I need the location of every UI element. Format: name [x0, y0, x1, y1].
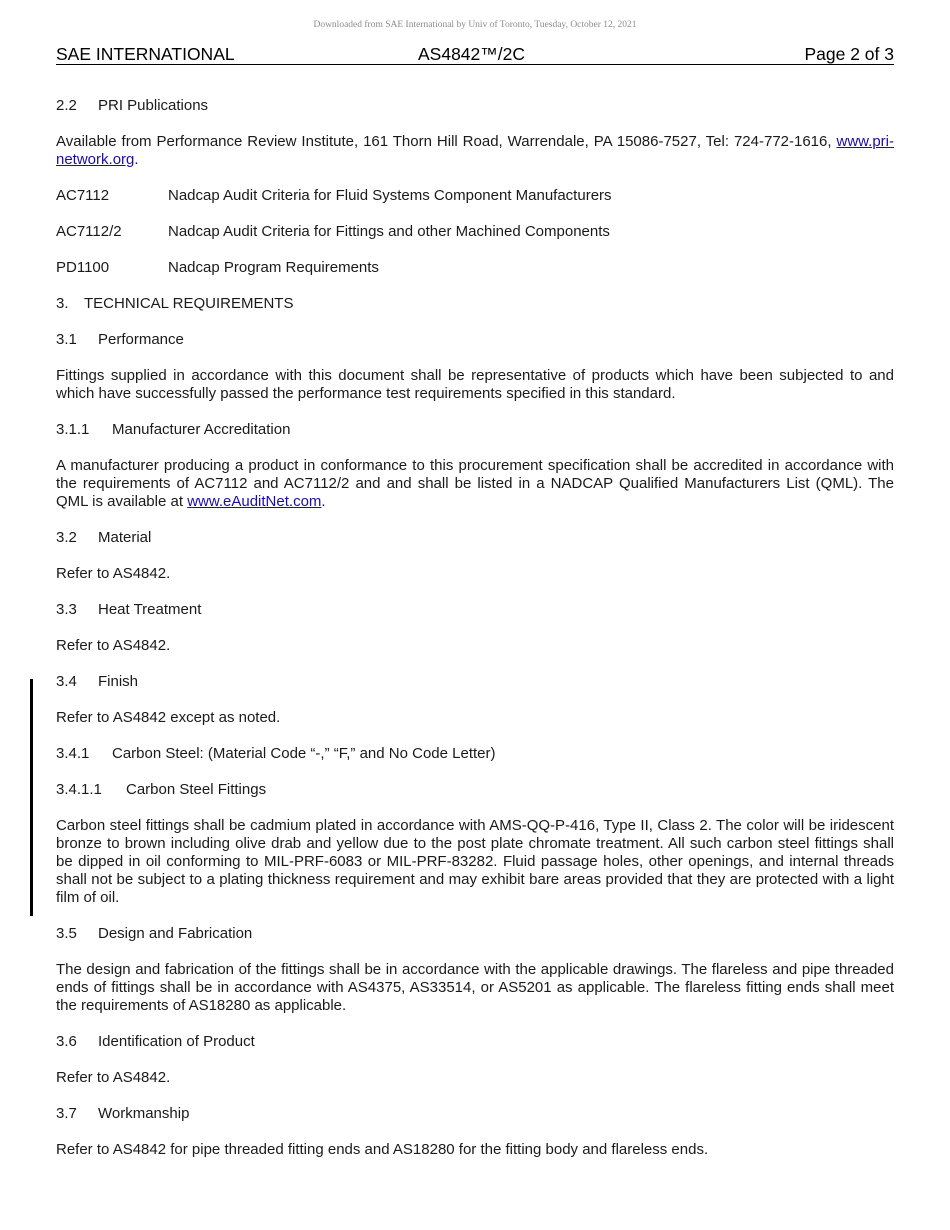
- section-title: Identification of Product: [98, 1033, 255, 1050]
- reference-title: Nadcap Program Requirements: [168, 259, 379, 276]
- reference-code: AC7112/2: [56, 223, 122, 240]
- section-3-2-body: Refer to AS4842.: [56, 565, 171, 582]
- section-title: Workmanship: [98, 1105, 190, 1122]
- section-title: TECHNICAL REQUIREMENTS: [84, 295, 294, 312]
- section-number: 3.: [56, 295, 69, 312]
- eauditnet-link[interactable]: www.eAuditNet.com: [187, 493, 322, 510]
- section-number: 3.7: [56, 1105, 77, 1122]
- section-number: 2.2: [56, 97, 77, 114]
- section-number: 3.3: [56, 601, 77, 618]
- section-number: 3.1.1: [56, 421, 90, 438]
- section-number: 3.5: [56, 925, 77, 942]
- header-page-number: Page 2 of 3: [804, 44, 894, 64]
- page-header: [56, 44, 894, 65]
- section-number: 3.1: [56, 331, 77, 348]
- section-3-4-heading: [56, 673, 894, 691]
- section-3-heading: [56, 295, 894, 313]
- section-3-4-1-1-heading: [56, 781, 894, 799]
- document-body: [56, 97, 894, 1177]
- section-number: 3.4.1.1: [56, 781, 102, 798]
- section-3-1-body: Fittings supplied in accordance with this document shall be representative of products which have been subjected to and which have successfully passed the performance test requirements specified in this standard.: [56, 367, 894, 402]
- section-3-4-1-1-body: Carbon steel fittings shall be cadmium plated in accordance with AMS-QQ-P-416, Type II, Class 2. The color will be iridescent bronze to brown including olive drab and yellow due to the post plate chromate treatment. All such carbon steel fittings shall be dipped in oil conforming to MIL-PRF-6083 or MIL-PRF-83282. Fluid passage holes, other openings, and internal threads shall not be subject to a plating thickness requirement and may exhibit bare areas provided that they are protected with a light film of oil.: [56, 817, 894, 906]
- section-3-7-body: Refer to AS4842 for pipe threaded fitting ends and AS18280 for the fitting body and flareless ends.: [56, 1141, 709, 1158]
- section-3-3-heading: [56, 601, 894, 619]
- section-3-1-heading: [56, 331, 894, 349]
- section-number: 3.4.1: [56, 745, 90, 762]
- section-3-2-heading: [56, 529, 894, 547]
- reference-item: [56, 223, 894, 241]
- pri-text: Available from Performance Review Institute, 161 Thorn Hill Road, Warrendale, PA 15086-7527, Tel: 724-772-1616,: [56, 133, 832, 150]
- pri-availability-paragraph: Available from Performance Review Institute, 161 Thorn Hill Road, Warrendale, PA 15086-7527, Tel: 724-772-1616, www.pri-network.org.: [56, 133, 894, 168]
- reference-code: PD1100: [56, 259, 110, 276]
- section-title: Material: [98, 529, 152, 546]
- section-title: Design and Fabrication: [98, 925, 253, 942]
- section-3-7-heading: [56, 1105, 894, 1123]
- section-title: Heat Treatment: [98, 601, 202, 618]
- section-3-3-body: Refer to AS4842.: [56, 637, 171, 654]
- section-3-4-1-heading: [56, 745, 894, 763]
- reference-item: [56, 187, 894, 205]
- reference-code: AC7112: [56, 187, 110, 204]
- reference-item: [56, 259, 894, 277]
- reference-title: Nadcap Audit Criteria for Fluid Systems Component Manufacturers: [168, 187, 612, 204]
- pri-network-link[interactable]: www.pri-network.org: [56, 133, 894, 168]
- section-title: PRI Publications: [98, 97, 209, 114]
- section-title: Carbon Steel: (Material Code “-,” “F,” and No Code Letter): [112, 745, 496, 762]
- section-3-1-1-body: A manufacturer producing a product in conformance to this procurement specification shall be accredited in accordance with the requirements of AC7112 and AC7112/2 and and shall be listed in a NADCAP Qualified Manufacturers List (QML). The QML is available at www.eAuditNet.com.: [56, 457, 894, 510]
- section-number: 3.2: [56, 529, 77, 546]
- section-3-5-body: The design and fabrication of the fittings shall be in accordance with the applicable drawings. The flareless and pipe threaded ends of fittings shall be in accordance with AS4375, AS33514, or AS5201 as applicable. The flareless fitting ends shall meet the requirements of AS18280 as applicable.: [56, 961, 894, 1014]
- section-number: 3.4: [56, 673, 77, 690]
- reference-title: Nadcap Audit Criteria for Fittings and other Machined Components: [168, 223, 610, 240]
- section-3-1-1-heading: [56, 421, 894, 439]
- section-title: Carbon Steel Fittings: [126, 781, 267, 798]
- download-watermark: Downloaded from SAE International by Univ of Toronto, Tuesday, October 12, 2021: [313, 20, 637, 30]
- section-title: Finish: [98, 673, 139, 690]
- section-title: Manufacturer Accreditation: [112, 421, 291, 438]
- revision-change-bar: [30, 679, 33, 916]
- header-org: SAE INTERNATIONAL: [56, 44, 235, 64]
- section-3-6-heading: [56, 1033, 894, 1051]
- section-title: Performance: [98, 331, 184, 348]
- section-2-2-heading: [56, 97, 894, 115]
- section-3-5-heading: [56, 925, 894, 943]
- section-3-4-body: Refer to AS4842 except as noted.: [56, 709, 281, 726]
- accreditation-text: A manufacturer producing a product in conformance to this procurement specification shall be accredited in accordance with the requirements of AC7112 and AC7112/2 and and shall be listed in a NADCAP Qualified Manufacturers List (QML). The QML is available at: [56, 457, 894, 510]
- section-3-6-body: Refer to AS4842.: [56, 1069, 171, 1086]
- section-number: 3.6: [56, 1033, 77, 1050]
- header-doc-id: AS4842™/2C: [418, 44, 526, 64]
